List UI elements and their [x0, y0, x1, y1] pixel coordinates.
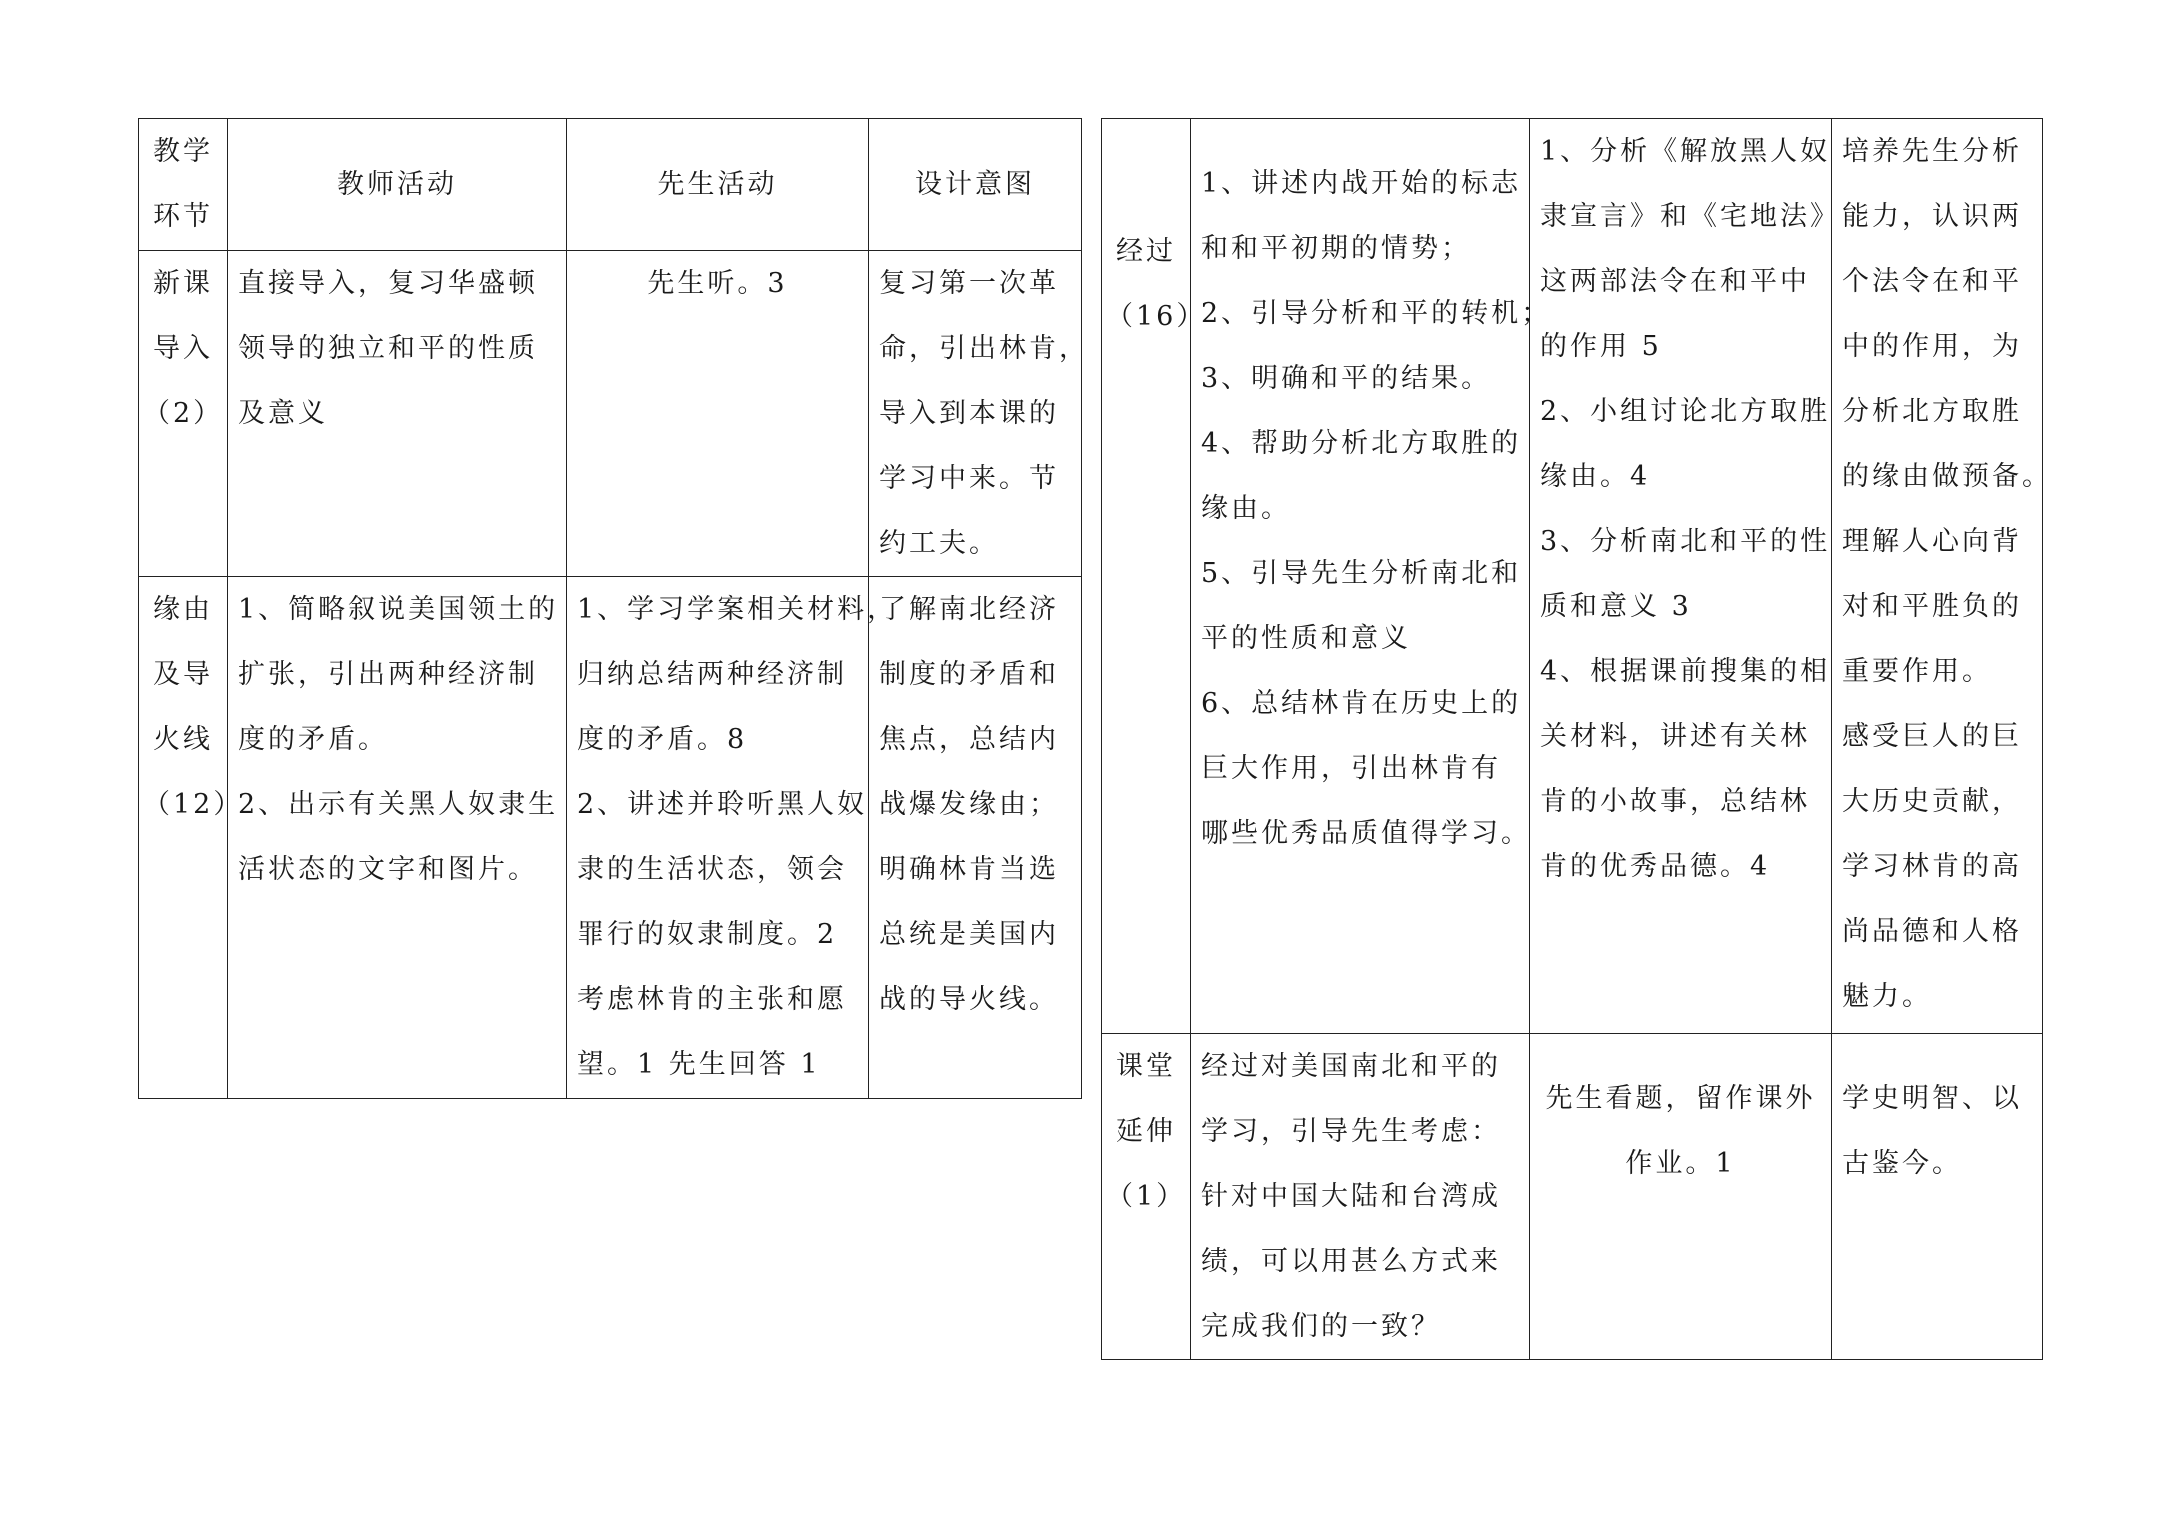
cell-line: 罪行的奴隶制度。2 [577, 919, 838, 950]
header-stage-line: 环节 [153, 201, 213, 232]
cell-line: 活状态的文字和图片。 [238, 854, 538, 885]
cell-line: 质和意义 3 [1540, 591, 1692, 622]
header-intent-label: 设计意图 [915, 169, 1035, 200]
header-design-intent [869, 119, 1082, 251]
header-student-activity [567, 119, 869, 251]
student-activity-cell [1530, 119, 1840, 1034]
cell-line: 1、学习学案相关材料， [577, 594, 898, 625]
stage-line: （2） [143, 398, 224, 429]
cell-line: 感受巨人的巨 [1842, 721, 2022, 752]
cell-line: 望。1 先生回答 1 [577, 1049, 821, 1080]
cell-line: 4、帮助分析北方取胜的 [1201, 428, 1522, 459]
cell-line: 1、简略叙说美国领土的 [238, 594, 559, 625]
stage-line: 及导 [153, 659, 213, 690]
cell-line: 2、出示有关黑人奴隶生 [238, 789, 559, 820]
cell-line: 培养先生分析 [1842, 136, 2022, 167]
teacher-activity-cell [228, 577, 567, 1099]
cell-line: 针对中国大陆和台湾成 [1201, 1181, 1501, 1212]
table-row [1102, 1034, 2043, 1360]
student-activity-cell [567, 251, 869, 577]
stage-cell [139, 577, 244, 1099]
student-activity-cell [567, 577, 898, 1099]
cell-line: 先生听。3 [647, 268, 788, 299]
stage-line: （16） [1106, 301, 1207, 332]
header-teacher-label: 教师活动 [337, 169, 457, 200]
cell-line: 约工夫。 [879, 528, 999, 559]
cell-line: 魅力。 [1842, 981, 1932, 1012]
cell-line: 巨大作用，引出林肯有 [1201, 753, 1501, 784]
cell-line: 大历史贡献， [1842, 786, 2022, 817]
header-stage-cell [139, 119, 228, 251]
cell-line: 肯的小故事，总结林 [1540, 786, 1810, 817]
cell-line: 4、根据课前搜集的相 [1540, 656, 1831, 687]
cell-line: 归纳总结两种经济制 [577, 659, 847, 690]
cell-line: 缘由。 [1201, 493, 1291, 524]
design-intent-cell [1832, 1034, 2043, 1360]
lesson-plan-table-right [1101, 118, 2052, 1360]
cell-line: 3、明确和平的结果。 [1201, 363, 1492, 394]
cell-line: 学习中来。节 [879, 463, 1059, 494]
cell-line: 了解南北经济 [879, 594, 1059, 625]
table-row [1102, 119, 2043, 1034]
stage-line: 经过 [1116, 236, 1176, 267]
header-student-label: 先生活动 [657, 169, 778, 200]
table-header-row [139, 119, 1082, 251]
cell-line: 度的矛盾。 [238, 724, 388, 755]
cell-line: 命，引出林肯， [879, 333, 1089, 364]
cell-line: 对和平胜负的 [1842, 591, 2022, 622]
cell-line: 扩张，引出两种经济制 [238, 659, 538, 690]
cell-line: 制度的矛盾和 [879, 659, 1059, 690]
cell-line: 明确林肯当选 [879, 854, 1059, 885]
header-stage-line: 教学 [153, 136, 213, 167]
cell-line: 古鉴今。 [1842, 1148, 1962, 1179]
cell-line: 2、讲述并聆听黑人奴 [577, 789, 868, 820]
cell-line: 及意义 [238, 398, 328, 429]
cell-line: 缘由。4 [1540, 461, 1651, 492]
stage-line: 延伸 [1116, 1116, 1176, 1147]
cell-line: 个法令在和平 [1842, 266, 2022, 297]
cell-line: 考虑林肯的主张和愿 [577, 984, 847, 1015]
cell-line: 度的矛盾。8 [577, 724, 748, 755]
cell-line: 学史明智、以 [1842, 1083, 2022, 1114]
stage-line: 新课 [153, 268, 213, 299]
cell-line: 和和平初期的情势； [1201, 233, 1471, 264]
cell-line: 肯的优秀品德。4 [1540, 851, 1771, 882]
design-intent-cell [1832, 119, 2052, 1034]
cell-line: 这两部法令在和平中 [1540, 266, 1810, 297]
cell-line: 哪些优秀品质值得学习。 [1201, 818, 1531, 849]
teacher-activity-cell [1191, 119, 1552, 1034]
cell-line: 导入到本课的 [879, 398, 1059, 429]
stage-line: （1） [1106, 1181, 1187, 1212]
cell-line: 2、小组讨论北方取胜 [1540, 396, 1831, 427]
cell-line: 完成我们的一致？ [1201, 1311, 1441, 1342]
cell-line: 焦点，总结内 [879, 724, 1059, 755]
cell-line: 的缘由做预备。 [1842, 461, 2052, 492]
cell-line: 2、引导分析和平的转机； [1201, 298, 1552, 329]
cell-line: 绩，可以用甚么方式来 [1201, 1246, 1501, 1277]
stage-cell [139, 251, 228, 577]
cell-line: 1、分析《解放黑人奴 [1540, 136, 1831, 167]
cell-line: 战的导火线。 [879, 984, 1059, 1015]
stage-line: 缘由 [153, 594, 213, 625]
teacher-activity-cell [228, 251, 567, 577]
cell-line: 尚品德和人格 [1842, 916, 2022, 947]
stage-line: 导入 [153, 333, 213, 364]
cell-line: 直接导入，复习华盛顿 [238, 268, 538, 299]
cell-line: 的作用 5 [1540, 331, 1662, 362]
cell-line: 平的性质和意义 [1201, 623, 1411, 654]
stage-line: （12） [143, 789, 244, 820]
table-row [139, 577, 1082, 1099]
cell-line: 理解人心向背 [1842, 526, 2022, 557]
cell-line: 经过对美国南北和平的 [1201, 1051, 1501, 1082]
cell-line: 能力，认识两 [1842, 201, 2022, 232]
cell-line: 关材料，讲述有关林 [1540, 721, 1810, 752]
design-intent-cell [869, 577, 1082, 1099]
stage-cell [1102, 1034, 1191, 1360]
cell-line: 3、分析南北和平的性 [1540, 526, 1831, 557]
cell-line: 学习林肯的高 [1842, 851, 2022, 882]
stage-line: 课堂 [1116, 1051, 1176, 1082]
cell-line: 6、总结林肯在历史上的 [1201, 688, 1522, 719]
cell-line: 领导的独立和平的性质 [238, 333, 538, 364]
cell-line: 战爆发缘由； [879, 789, 1059, 820]
cell-line: 隶的生活状态，领会 [577, 854, 847, 885]
cell-line: 1、讲述内战开始的标志 [1201, 168, 1522, 199]
cell-line: 5、引导先生分析南北和 [1201, 558, 1522, 589]
cell-line: 中的作用，为 [1842, 331, 2022, 362]
cell-line: 总统是美国内 [879, 919, 1059, 950]
stage-cell [1102, 119, 1207, 1034]
table-row [139, 251, 1082, 577]
stage-line: 火线 [153, 724, 213, 755]
cell-line: 复习第一次革 [879, 268, 1059, 299]
cell-line: 作业。1 [1625, 1148, 1736, 1179]
cell-line: 分析北方取胜 [1842, 396, 2022, 427]
lesson-plan-table-left [138, 118, 1089, 1099]
student-activity-cell [1530, 1034, 1832, 1360]
teacher-activity-cell [1191, 1034, 1530, 1360]
cell-line: 学习，引导先生考虑： [1201, 1116, 1501, 1147]
cell-line: 重要作用。 [1842, 656, 1992, 687]
design-intent-cell [869, 251, 1089, 577]
cell-line: 先生看题，留作课外 [1545, 1083, 1816, 1114]
header-teacher-activity [228, 119, 567, 251]
cell-line: 隶宣言》和《宅地法》 [1540, 201, 1840, 232]
